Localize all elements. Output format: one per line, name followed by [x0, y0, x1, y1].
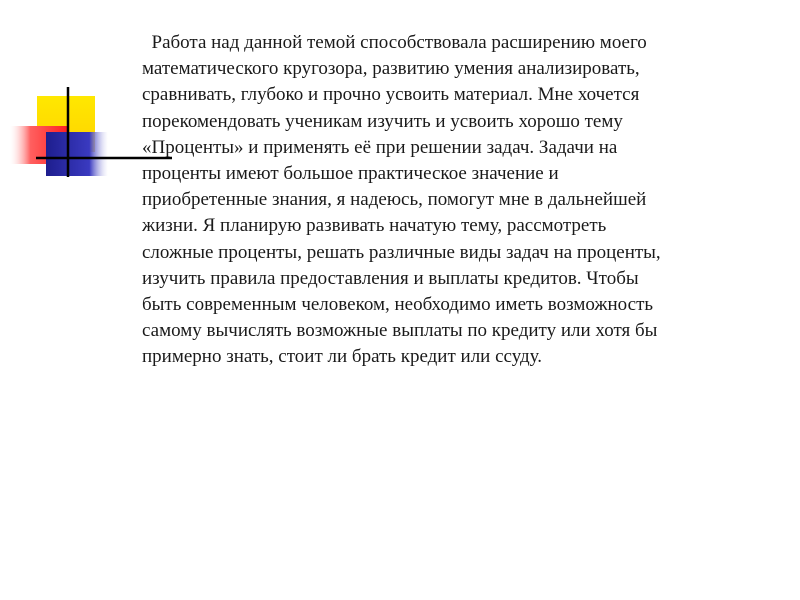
body-text — [142, 30, 767, 371]
text-line: самому вычислять возможные выплаты по кредиту или хотя бы — [142, 320, 658, 342]
text-line: примерно знать, стоит ли брать кредит или ссуду. — [142, 346, 543, 368]
text-line: быть современным человеком, необходимо иметь возможность — [142, 294, 654, 316]
blue-square — [46, 132, 108, 176]
text-line: проценты имеют большое практическое значение и — [142, 163, 559, 185]
text-line: жизни. Я планирую развивать начатую тему, рассмотреть — [142, 215, 607, 237]
text-line: изучить правила предоставления и выплаты кредитов. Чтобы — [142, 267, 639, 289]
text-line: порекомендовать ученикам изучить и усвоить хорошо тему — [142, 110, 623, 132]
text-line: Работа над данной темой способствовала расширению моего — [142, 32, 647, 53]
text-line: математического кругозора, развитию умения анализировать, — [142, 58, 640, 80]
text-line: приобретенные знания, я надеюсь, помогут мне в дальнейшей — [142, 189, 647, 211]
text-line: «Проценты» и применять её при решении задач. Задачи на — [142, 136, 618, 158]
text-line: сравнивать, глубоко и прочно усвоить материал. Мне хочется — [142, 84, 640, 106]
text-line: сложные проценты, решать различные виды задач на проценты, — [142, 241, 661, 263]
